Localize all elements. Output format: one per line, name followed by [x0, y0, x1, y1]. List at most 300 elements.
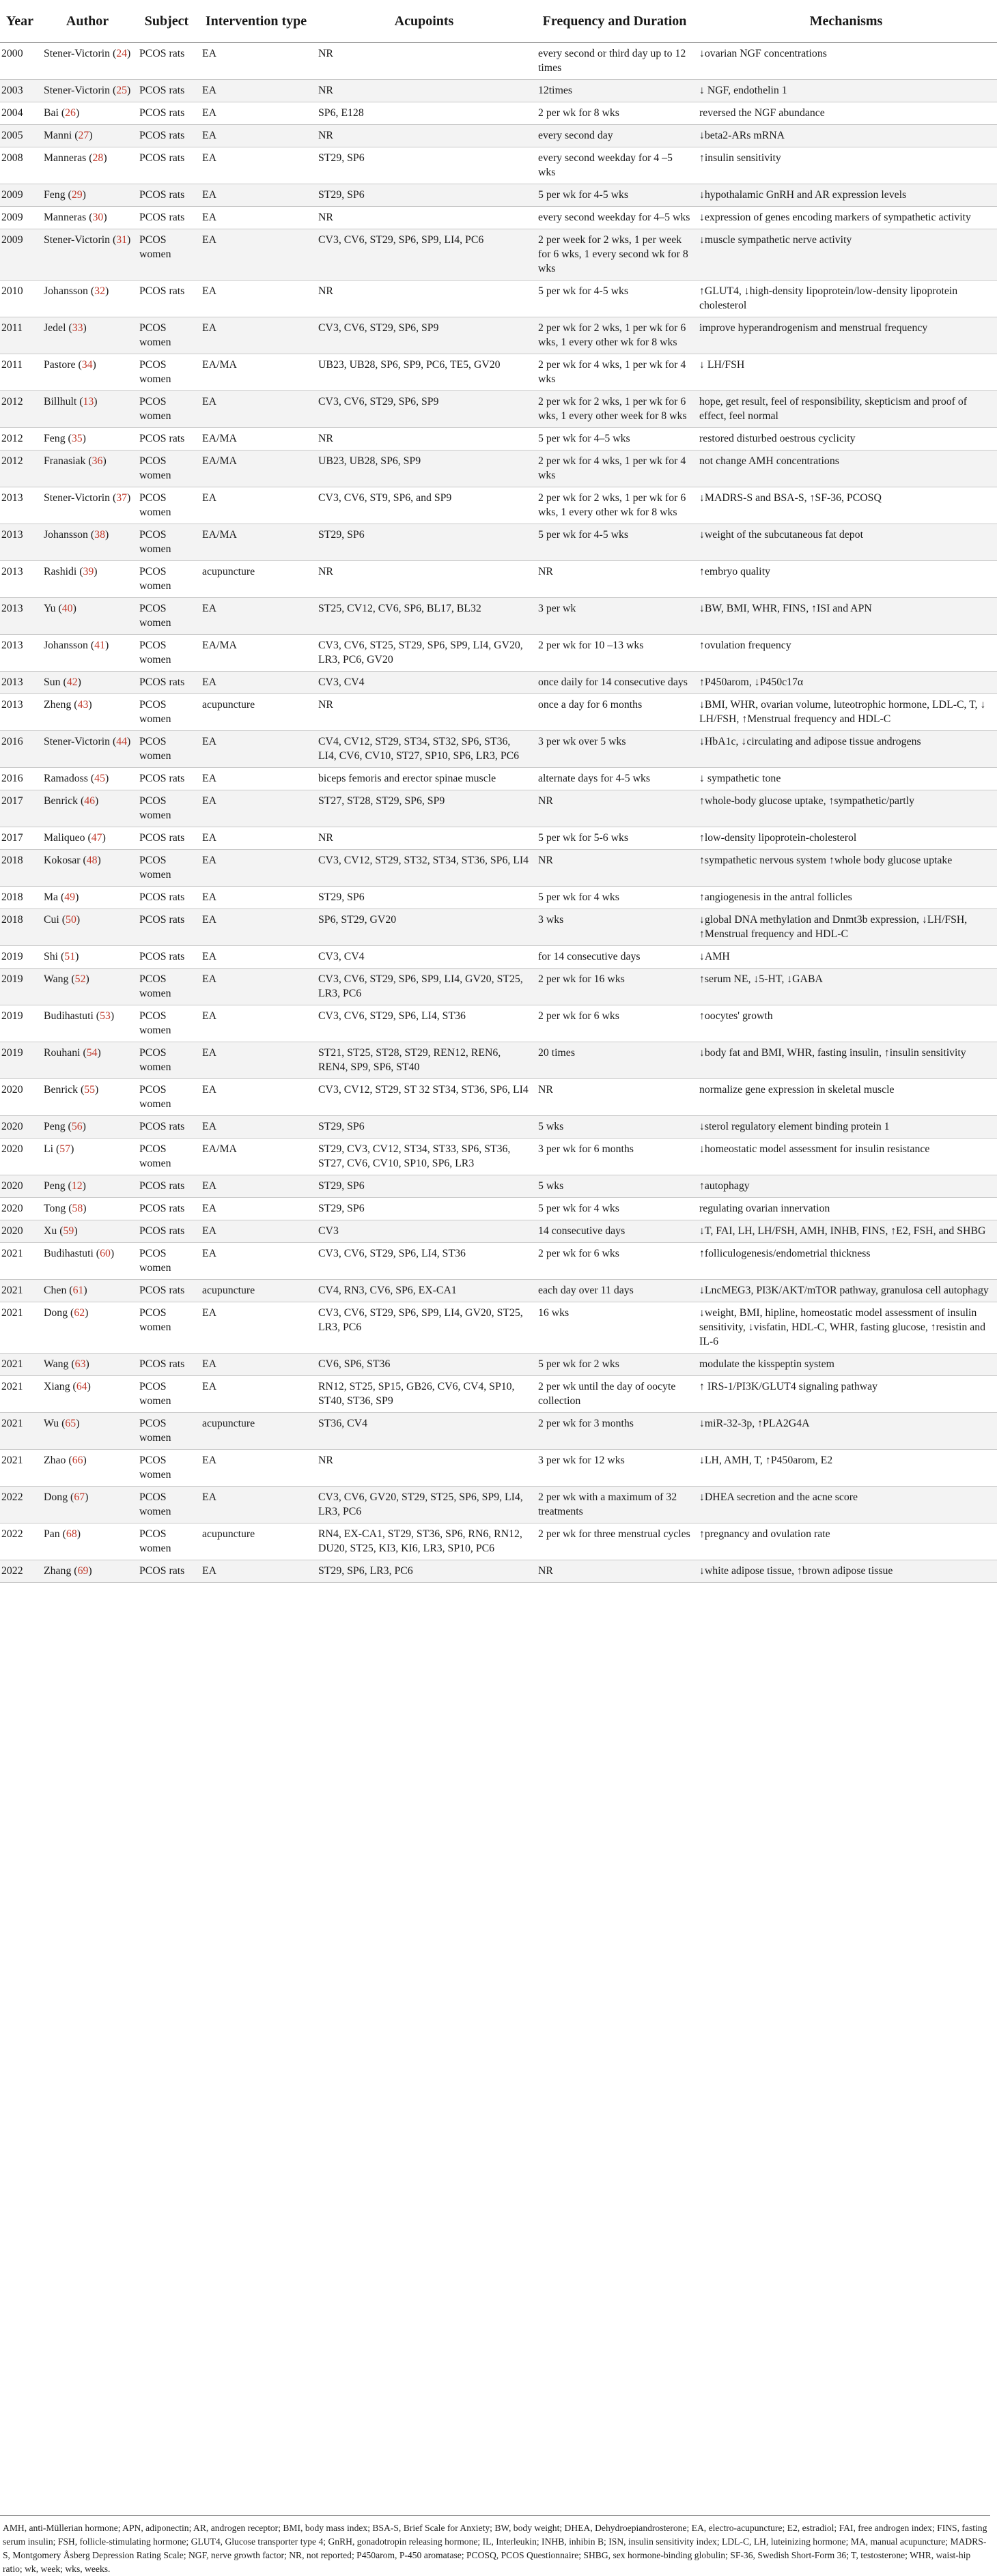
reference-link[interactable]: 38 — [94, 529, 105, 541]
reference-link[interactable]: 31 — [116, 234, 128, 246]
author-name: Yu — [44, 603, 56, 614]
cell-frequency: NR — [538, 1565, 553, 1577]
cell-subject: PCOS women — [139, 1248, 171, 1274]
cell-mechanisms: ↓global DNA methylation and Dnmt3b expression, ↓LH/FSH, ↑Menstrual frequency and HDL-C — [699, 914, 968, 940]
cell-subject: PCOS rats — [139, 1180, 185, 1192]
cell-frequency: 2 per wk for 8 wks — [538, 107, 619, 119]
table-row — [0, 1005, 997, 1042]
cell-subject: PCOS women — [139, 566, 171, 592]
cell-frequency: 5 per wk for 4-5 wks — [538, 529, 629, 541]
cell-year: 2021 — [1, 1381, 23, 1392]
cell-subject: PCOS women — [139, 1381, 171, 1407]
reference-link[interactable]: 65 — [65, 1418, 76, 1429]
header-subject: Subject — [135, 0, 198, 43]
reference-link[interactable]: 33 — [72, 322, 83, 334]
table-row — [0, 450, 997, 487]
cell-acupoints: NR — [318, 1455, 333, 1466]
table-row — [0, 598, 997, 635]
cell-acupoints: ST25, CV12, CV6, SP6, BL17, BL32 — [318, 603, 481, 614]
cell-intervention: acupuncture — [202, 1418, 255, 1429]
author-name: Stener-Victorin — [44, 85, 110, 96]
author-name: Budihastuti — [44, 1010, 94, 1022]
author-name: Xu — [44, 1225, 57, 1237]
table-row — [0, 354, 997, 391]
author-name: Manni — [44, 130, 72, 141]
reference-link[interactable]: 58 — [72, 1203, 83, 1214]
cell-author: Wang (63) — [44, 1358, 89, 1370]
reference-link[interactable]: 67 — [74, 1491, 85, 1503]
author-name: Cui — [44, 914, 59, 926]
cell-frequency: 2 per wk for 10 –13 wks — [538, 640, 644, 651]
reference-link[interactable]: 32 — [94, 285, 105, 297]
cell-intervention: acupuncture — [202, 1285, 255, 1296]
reference-link[interactable]: 40 — [61, 603, 73, 614]
cell-subject: PCOS rats — [139, 1285, 185, 1296]
reference-link[interactable]: 24 — [116, 48, 128, 59]
table-row — [0, 1243, 997, 1280]
reference-link[interactable]: 60 — [100, 1248, 111, 1259]
reference-link[interactable]: 25 — [116, 85, 128, 96]
reference-link[interactable]: 42 — [66, 676, 78, 688]
cell-author: Kokosar (48) — [44, 855, 101, 866]
author-name: Benrick — [44, 795, 79, 807]
table-body — [0, 43, 997, 1583]
cell-frequency: 2 per wk for three menstrual cycles — [538, 1528, 690, 1540]
cell-acupoints: NR — [318, 85, 333, 96]
cell-intervention: EA — [202, 1455, 217, 1466]
cell-author: Sun (42) — [44, 676, 81, 688]
cell-year: 2013 — [1, 699, 23, 711]
cell-mechanisms: hope, get result, feel of responsibility, skepticism and proof of effect, feel normal — [699, 396, 968, 422]
reference-link[interactable]: 54 — [86, 1047, 98, 1059]
cell-author: Franasiak (36) — [44, 455, 107, 467]
cell-intervention: EA — [202, 1491, 217, 1503]
cell-mechanisms: ↑autophagy — [699, 1180, 750, 1192]
cell-subject: PCOS women — [139, 795, 171, 821]
reference-link[interactable]: 59 — [63, 1225, 74, 1237]
author-name: Zhao — [44, 1455, 66, 1466]
cell-subject: PCOS women — [139, 492, 171, 518]
table-row — [0, 731, 997, 768]
cell-acupoints: CV3, CV6, ST29, SP6, LI4, ST36 — [318, 1248, 466, 1259]
cell-acupoints: NR — [318, 285, 333, 297]
cell-mechanisms: ↓AMH — [699, 951, 730, 962]
cell-frequency: 5 wks — [538, 1121, 564, 1132]
cell-mechanisms: ↑ IRS-1/PI3K/GLUT4 signaling pathway — [699, 1381, 878, 1392]
cell-mechanisms: ↓body fat and BMI, WHR, fasting insulin, ↑insulin sensitivity — [699, 1047, 966, 1059]
reference-link[interactable]: 29 — [71, 189, 83, 201]
cell-frequency: 5 per wk for 2 wks — [538, 1358, 619, 1370]
cell-acupoints: CV3, CV6, ST29, SP6, SP9, LI4, GV20, ST25, LR3, PC6 — [318, 973, 523, 999]
reference-link[interactable]: 53 — [100, 1010, 111, 1022]
author-name: Johansson — [44, 640, 88, 651]
cell-frequency: every second weekday for 4–5 wks — [538, 212, 690, 223]
cell-mechanisms: ↑ovulation frequency — [699, 640, 791, 651]
cell-year: 2018 — [1, 914, 23, 926]
author-name: Jedel — [44, 322, 66, 334]
cell-frequency: 3 per wk for 12 wks — [538, 1455, 625, 1466]
cell-mechanisms: ↑embryo quality — [699, 566, 770, 577]
cell-intervention: EA — [202, 322, 217, 334]
cell-acupoints: NR — [318, 433, 333, 444]
cell-author: Xu (59) — [44, 1225, 78, 1237]
cell-acupoints: ST29, SP6 — [318, 189, 365, 201]
cell-mechanisms: ↓ sympathetic tone — [699, 773, 781, 784]
cell-intervention: EA — [202, 492, 217, 504]
cell-year: 2013 — [1, 492, 23, 504]
reference-link[interactable]: 12 — [71, 1180, 83, 1192]
cell-subject: PCOS rats — [139, 914, 185, 926]
cell-mechanisms: ↓MADRS-S and BSA-S, ↑SF-36, PCOSQ — [699, 492, 882, 504]
cell-author: Feng (35) — [44, 433, 86, 444]
reference-link[interactable]: 68 — [66, 1528, 77, 1540]
author-name: Franasiak — [44, 455, 86, 467]
cell-author: Stener-Victorin (31) — [44, 234, 131, 246]
reference-link[interactable]: 35 — [71, 433, 83, 444]
reference-link[interactable]: 52 — [74, 973, 86, 985]
reference-link[interactable]: 63 — [74, 1358, 86, 1370]
cell-intervention: EA — [202, 85, 217, 96]
cell-intervention: EA — [202, 1248, 217, 1259]
cell-subject: PCOS women — [139, 1084, 171, 1110]
cell-frequency: NR — [538, 1084, 553, 1096]
cell-author: Stener-Victorin (44) — [44, 736, 131, 747]
cell-author: Maliqueo (47) — [44, 832, 106, 844]
table-row — [0, 1175, 997, 1198]
author-name: Wang — [44, 1358, 69, 1370]
author-name: Dong — [44, 1491, 68, 1503]
reference-link[interactable]: 50 — [66, 914, 76, 926]
cell-acupoints: NR — [318, 566, 333, 577]
cell-author: Cui (50) — [44, 914, 81, 926]
cell-year: 2000 — [1, 48, 23, 59]
author-name: Stener-Victorin — [44, 48, 110, 59]
author-name: Rashidi — [44, 566, 77, 577]
cell-year: 2018 — [1, 891, 23, 903]
cell-mechanisms: regulating ovarian innervation — [699, 1203, 830, 1214]
cell-mechanisms: ↓BW, BMI, WHR, FINS, ↑ISI and APN — [699, 603, 872, 614]
reference-link[interactable]: 57 — [59, 1143, 71, 1155]
reference-link[interactable]: 61 — [72, 1285, 84, 1296]
table-row — [0, 827, 997, 850]
cell-intervention: EA — [202, 973, 217, 985]
table-row — [0, 672, 997, 694]
cell-intervention: EA — [202, 1010, 217, 1022]
cell-frequency: NR — [538, 566, 553, 577]
reference-link[interactable]: 62 — [74, 1307, 85, 1319]
cell-frequency: 16 wks — [538, 1307, 570, 1319]
cell-year: 2019 — [1, 951, 23, 962]
cell-year: 2021 — [1, 1307, 23, 1319]
cell-mechanisms: ↑insulin sensitivity — [699, 152, 781, 164]
reference-link[interactable]: 56 — [71, 1121, 83, 1132]
header-acupoints: Acupoints — [314, 0, 534, 43]
table-row — [0, 946, 997, 969]
cell-mechanisms: restored disturbed oestrous cyclicity — [699, 433, 856, 444]
cell-year: 2012 — [1, 455, 23, 467]
cell-mechanisms: ↓ovarian NGF concentrations — [699, 48, 827, 59]
cell-frequency: 2 per wk for 16 wks — [538, 973, 625, 985]
cell-author: Yu (40) — [44, 603, 76, 614]
cell-year: 2013 — [1, 603, 23, 614]
author-name: Johansson — [44, 529, 88, 541]
cell-frequency: 3 per wk over 5 wks — [538, 736, 626, 747]
cell-mechanisms: ↑pregnancy and ovulation rate — [699, 1528, 830, 1540]
cell-author: Wang (52) — [44, 973, 89, 985]
author-name: Rouhani — [44, 1047, 81, 1059]
reference-link[interactable]: 48 — [86, 855, 98, 866]
table-header — [0, 0, 997, 43]
cell-author: Rouhani (54) — [44, 1047, 101, 1059]
reference-link[interactable]: 39 — [83, 566, 94, 577]
cell-subject: PCOS women — [139, 1010, 171, 1036]
cell-acupoints: ST29, SP6 — [318, 891, 365, 903]
cell-author: Bai (26) — [44, 107, 80, 119]
cell-subject: PCOS women — [139, 1307, 171, 1333]
cell-frequency: 14 consecutive days — [538, 1225, 626, 1237]
cell-year: 2022 — [1, 1565, 23, 1577]
cell-author: Benrick (46) — [44, 795, 99, 807]
cell-subject: PCOS women — [139, 640, 171, 666]
table-row — [0, 1042, 997, 1079]
cell-intervention: EA — [202, 773, 217, 784]
reference-link[interactable]: 36 — [92, 455, 103, 467]
cell-author: Benrick (55) — [44, 1084, 99, 1096]
cell-intervention: EA/MA — [202, 640, 237, 651]
cell-acupoints: CV3, CV6, ST29, SP6, SP9 — [318, 396, 439, 407]
table-row — [0, 1413, 997, 1450]
cell-frequency: 12times — [538, 85, 573, 96]
reference-link[interactable]: 13 — [83, 396, 94, 407]
cell-frequency: every second day — [538, 130, 613, 141]
author-name: Stener-Victorin — [44, 234, 110, 246]
cell-frequency: 5 wks — [538, 1180, 564, 1192]
reference-link[interactable]: 66 — [72, 1455, 83, 1466]
cell-subject: PCOS women — [139, 699, 171, 725]
reference-link[interactable]: 27 — [78, 130, 89, 141]
cell-acupoints: ST21, ST25, ST28, ST29, REN12, REN6, REN4, SP9, SP6, ST40 — [318, 1047, 501, 1073]
cell-mechanisms: normalize gene expression in skeletal muscle — [699, 1084, 895, 1096]
cell-intervention: EA — [202, 48, 217, 59]
cell-subject: PCOS rats — [139, 130, 185, 141]
author-name: Sun — [44, 676, 61, 688]
cell-year: 2016 — [1, 773, 23, 784]
cell-frequency: 3 per wk for 6 months — [538, 1143, 634, 1155]
author-name: Johansson — [44, 285, 88, 297]
cell-intervention: EA — [202, 891, 217, 903]
cell-author: Dong (67) — [44, 1491, 89, 1503]
cell-mechanisms: ↓LH, AMH, T, ↑P450arom, E2 — [699, 1455, 833, 1466]
cell-author: Peng (12) — [44, 1180, 86, 1192]
cell-frequency: 2 per wk for 2 wks, 1 per wk for 6 wks, 1 every other week for 8 wks — [538, 396, 687, 422]
table-row — [0, 207, 997, 229]
cell-author: Zhang (69) — [44, 1565, 92, 1577]
cell-acupoints: SP6, ST29, GV20 — [318, 914, 397, 926]
cell-subject: PCOS women — [139, 973, 171, 999]
cell-year: 2008 — [1, 152, 23, 164]
table-row — [0, 317, 997, 354]
table-row — [0, 125, 997, 147]
cell-subject: PCOS rats — [139, 676, 185, 688]
author-name: Feng — [44, 433, 66, 444]
cell-author: Dong (62) — [44, 1307, 89, 1319]
table-row — [0, 850, 997, 887]
cell-subject: PCOS rats — [139, 85, 185, 96]
cell-subject: PCOS women — [139, 359, 171, 385]
cell-year: 2018 — [1, 855, 23, 866]
author-name: Stener-Victorin — [44, 492, 110, 504]
table-row — [0, 887, 997, 909]
author-name: Zhang — [44, 1565, 72, 1577]
cell-year: 2022 — [1, 1491, 23, 1503]
cell-subject: PCOS women — [139, 1455, 171, 1480]
cell-mechanisms: ↓miR-32-3p, ↑PLA2G4A — [699, 1418, 810, 1429]
cell-mechanisms: ↓hypothalamic GnRH and AR expression levels — [699, 189, 907, 201]
cell-acupoints: CV3, CV12, ST29, ST 32 ST34, ST36, SP6, LI4 — [318, 1084, 529, 1096]
cell-acupoints: UB23, UB28, SP6, SP9 — [318, 455, 421, 467]
cell-author: Chen (61) — [44, 1285, 87, 1296]
cell-year: 2020 — [1, 1225, 23, 1237]
cell-acupoints: CV6, SP6, ST36 — [318, 1358, 391, 1370]
cell-year: 2005 — [1, 130, 23, 141]
cell-year: 2019 — [1, 973, 23, 985]
cell-year: 2013 — [1, 529, 23, 541]
reference-link[interactable]: 37 — [116, 492, 128, 504]
cell-intervention: EA/MA — [202, 455, 237, 467]
cell-subject: PCOS women — [139, 603, 171, 629]
cell-subject: PCOS rats — [139, 773, 185, 784]
cell-subject: PCOS rats — [139, 212, 185, 223]
cell-author: Xiang (64) — [44, 1381, 91, 1392]
cell-year: 2009 — [1, 212, 23, 223]
cell-subject: PCOS women — [139, 1491, 171, 1517]
cell-year: 2010 — [1, 285, 23, 297]
cell-intervention: EA — [202, 795, 217, 807]
cell-year: 2016 — [1, 736, 23, 747]
cell-year: 2020 — [1, 1121, 23, 1132]
cell-year: 2019 — [1, 1010, 23, 1022]
reference-link[interactable]: 55 — [84, 1084, 96, 1096]
cell-subject: PCOS rats — [139, 1358, 185, 1370]
cell-intervention: EA — [202, 234, 217, 246]
cell-author: Shi (51) — [44, 951, 79, 962]
cell-mechanisms: ↑whole-body glucose uptake, ↑sympathetic/partly — [699, 795, 914, 807]
cell-acupoints: CV3, CV6, GV20, ST29, ST25, SP6, SP9, LI4, LR3, PC6 — [318, 1491, 523, 1517]
author-name: Feng — [44, 189, 66, 201]
cell-acupoints: SP6, E128 — [318, 107, 364, 119]
cell-year: 2020 — [1, 1143, 23, 1155]
cell-mechanisms: improve hyperandrogenism and menstrual frequency — [699, 322, 928, 334]
cell-mechanisms: ↓T, FAI, LH, LH/FSH, AMH, INHB, FINS, ↑E2, FSH, and SHBG — [699, 1225, 986, 1237]
reference-link[interactable]: 46 — [84, 795, 96, 807]
cell-mechanisms: ↓muscle sympathetic nerve activity — [699, 234, 852, 246]
author-name: Zheng — [44, 699, 72, 711]
cell-author: Wu (65) — [44, 1418, 80, 1429]
cell-mechanisms: ↑low-density lipoprotein-cholesterol — [699, 832, 857, 844]
cell-author: Jedel (33) — [44, 322, 87, 334]
cell-intervention: EA — [202, 1307, 217, 1319]
author-name: Tong — [44, 1203, 66, 1214]
cell-subject: PCOS rats — [139, 1565, 185, 1577]
cell-frequency: 5 per wk for 4–5 wks — [538, 433, 630, 444]
cell-intervention: EA — [202, 1047, 217, 1059]
reference-link[interactable]: 30 — [92, 212, 104, 223]
cell-author: Tong (58) — [44, 1203, 87, 1214]
cell-mechanisms: ↑folliculogenesis/endometrial thickness — [699, 1248, 871, 1259]
reference-link[interactable]: 49 — [64, 891, 76, 903]
cell-subject: PCOS rats — [139, 891, 185, 903]
cell-frequency: 2 per wk for 6 wks — [538, 1010, 619, 1022]
cell-intervention: EA — [202, 1180, 217, 1192]
cell-intervention: EA/MA — [202, 1143, 237, 1155]
author-name: Wang — [44, 973, 69, 985]
cell-subject: PCOS women — [139, 455, 171, 481]
cell-acupoints: CV3, CV6, ST29, SP6, SP9, LI4, GV20, ST25, LR3, PC6 — [318, 1307, 523, 1333]
author-name: Pan — [44, 1528, 60, 1540]
cell-acupoints: CV3, CV4 — [318, 951, 365, 962]
reference-link[interactable]: 28 — [92, 152, 104, 164]
reference-link[interactable]: 45 — [94, 773, 105, 784]
table-row — [0, 1139, 997, 1175]
cell-year: 2011 — [1, 322, 23, 334]
table-footnote: AMH, anti-Müllerian hormone; APN, adiponectin; AR, androgen receptor; BMI, body mass index; BSA-S, Brief Scale for Anxiety; BW, body weight; DHEA, Dehydroepiandrosterone; EA, electro-acupuncture; E2, estradiol; FAI, free androgen index; FINS, fasting serum insulin; FSH, follicle-stimulating hormone; GLUT4, Glucose transporter type 4; GnRH, gonadotropin releasing hormone; IL, Interleukin; INHB, inhibin B; ISN, insulin sensitivity index; LDL-C, LH, luteinizing hormone; MA, manual acupuncture; MADRS-S, Montgomery Åsberg Depression Rating Scale; NGF, nerve growth factor; NR, not reported; P450arom, P-450 aromatase; PCOSQ, PCOS Questionnaire; SHBG, sex hormone-binding globulin; SF-36, Swedish Short-Form 36; T, testosterone; WHR, waist-hip ratio; wk, week; wks, weeks. — [0, 2515, 990, 2576]
cell-author: Pastore (34) — [44, 359, 96, 371]
reference-link[interactable]: 47 — [91, 832, 102, 844]
cell-mechanisms: ↓DHEA secretion and the acne score — [699, 1491, 858, 1503]
cell-intervention: acupuncture — [202, 1528, 255, 1540]
reference-link[interactable]: 26 — [65, 107, 76, 119]
cell-mechanisms: ↓ NGF, endothelin 1 — [699, 85, 787, 96]
table-row — [0, 102, 997, 125]
cell-year: 2021 — [1, 1418, 23, 1429]
cell-author: Billhult (13) — [44, 396, 98, 407]
cell-frequency: 2 per wk for 2 wks, 1 per wk for 6 wks, 1 every other wk for 8 wks — [538, 322, 686, 348]
cell-subject: PCOS women — [139, 322, 171, 348]
cell-mechanisms: ↑angiogenesis in the antral follicles — [699, 891, 852, 903]
table-row — [0, 1450, 997, 1487]
cell-acupoints: CV3, CV12, ST29, ST32, ST34, ST36, SP6, LI4 — [318, 855, 529, 866]
reference-link[interactable]: 64 — [76, 1381, 87, 1392]
cell-year: 2019 — [1, 1047, 23, 1059]
cell-frequency: every second or third day up to 12 times — [538, 48, 686, 74]
cell-frequency: 2 per wk until the day of oocyte collection — [538, 1381, 676, 1407]
cell-frequency: 20 times — [538, 1047, 575, 1059]
cell-acupoints: ST29, SP6 — [318, 152, 365, 164]
cell-acupoints: ST29, SP6 — [318, 1203, 365, 1214]
reference-link[interactable]: 51 — [64, 951, 76, 962]
reference-link[interactable]: 69 — [77, 1565, 89, 1577]
cell-frequency: NR — [538, 855, 553, 866]
cell-year: 2020 — [1, 1180, 23, 1192]
reference-link[interactable]: 43 — [77, 699, 89, 711]
cell-acupoints: ST29, SP6, LR3, PC6 — [318, 1565, 413, 1577]
cell-mechanisms: ↓LncMEG3, PI3K/AKT/mTOR pathway, granulosa cell autophagy — [699, 1285, 989, 1296]
cell-frequency: 2 per week for 2 wks, 1 per week for 6 wks, 1 every second wk for 8 wks — [538, 234, 688, 274]
table-row — [0, 790, 997, 827]
cell-intervention: EA — [202, 1381, 217, 1392]
header-frequency-duration: Frequency and Duration — [534, 0, 695, 43]
reference-link[interactable]: 41 — [94, 640, 105, 651]
cell-year: 2012 — [1, 433, 23, 444]
reference-link[interactable]: 44 — [116, 736, 128, 747]
cell-intervention: EA — [202, 396, 217, 407]
cell-subject: PCOS women — [139, 234, 171, 260]
table-row — [0, 229, 997, 281]
cell-acupoints: NR — [318, 212, 333, 223]
reference-link[interactable]: 34 — [81, 359, 93, 371]
cell-mechanisms: ↓ LH/FSH — [699, 359, 745, 371]
author-name: Manneras — [44, 212, 87, 223]
